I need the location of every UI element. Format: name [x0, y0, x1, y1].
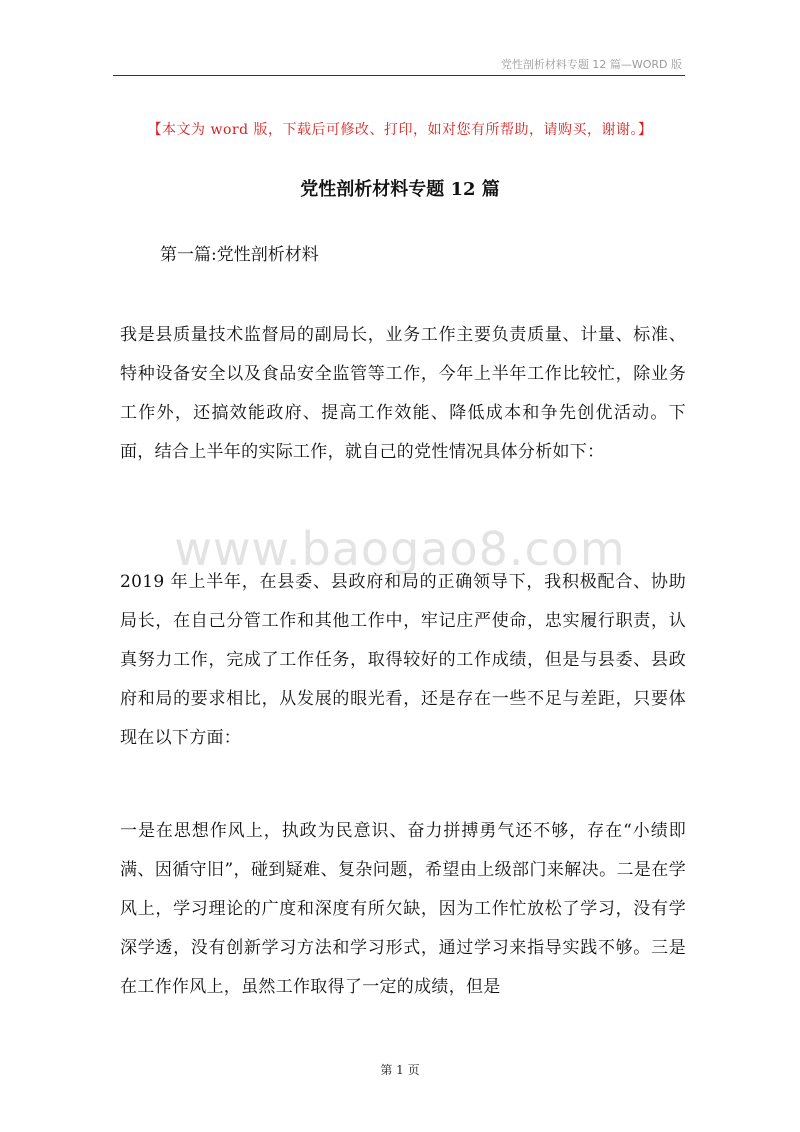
watermark: www.baogao8.com: [174, 522, 626, 576]
document-title: 党性剖析材料专题 12 篇: [300, 179, 500, 200]
body-paragraph: 2019 年上半年，在县委、县政府和局的正确领导下，我积极配合、协助局长，在自己分管工作和其他工作中，牢记庄严使命，忠实履行职责，认真努力工作，完成了工作任务，取得较好的工作成绩，但是与县委、县政府和局的要求相比，从发展的眼光看，还是存在一些不足与差距，只要体现在以下方面：: [120, 572, 686, 748]
header-divider: [113, 75, 685, 76]
section-heading: 第一篇:党性剖析材料: [160, 245, 319, 265]
body-paragraph: 我是县质量技术监督局的副局长，业务工作主要负责质量、计量、标准、特种设备安全以及食品安全监管等工作，今年上半年工作比较忙，除业务工作外，还搞效能政府、提高工作效能、降低成本和争先创优活动。下面，结合上半年的实际工作，就自己的党性情况具体分析如下：: [120, 325, 686, 462]
page-number: 第 1 页: [380, 1063, 420, 1077]
body-paragraph: 一是在思想作风上，执政为民意识、奋力拼搏勇气还不够，存在“小绩即满、因循守旧”，碰到疑难、复杂问题，希望由上级部门来解决。二是在学风上，学习理论的广度和深度有所欠缺，因为工作忙放松了学习，没有学深学透，没有创新学习方法和学习形式，通过学习来指导实践不够。三是在工作作风上，虽然工作取得了一定的成绩，但是: [120, 821, 686, 997]
purchase-notice: 【本文为 word 版，下载后可修改、打印，如对您有所帮助，请购买，谢谢。】: [147, 122, 653, 138]
running-header: 党性剖析材料专题 12 篇—WORD 版: [500, 58, 682, 71]
